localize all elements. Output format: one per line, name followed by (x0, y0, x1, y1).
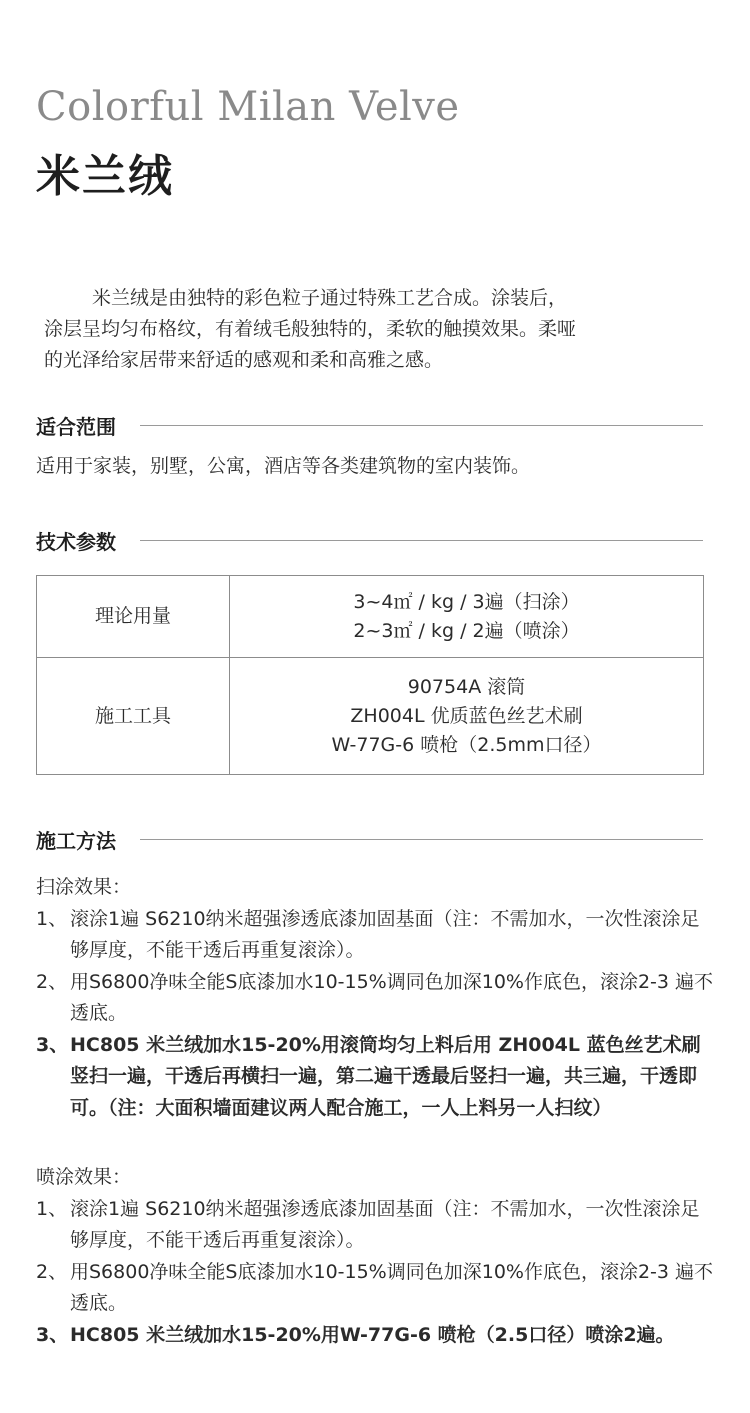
step-number: 2、 (36, 1260, 68, 1283)
tech-table (36, 575, 704, 775)
method-heading-label: 施工方法 (36, 829, 116, 853)
table-row (37, 658, 704, 775)
list-item (36, 1194, 716, 1257)
intro-paragraph: 米兰绒是由独特的彩色粒子通过特殊工艺合成。涂装后，涂层呈均匀布格纹，有着绒毛般独特的，柔软的触摸效果。柔哑的光泽给家居带来舒适的感观和柔和高雅之感。 (44, 287, 577, 371)
list-item (36, 967, 716, 1030)
list-item (36, 904, 716, 967)
scope-heading-rule (140, 425, 703, 426)
step-number: 1、 (36, 1197, 68, 1220)
spray-title: 喷涂效果： (36, 1166, 132, 1188)
method-heading (36, 825, 703, 854)
table-value-coverage (230, 576, 704, 658)
table-value-line: W-77G-6 喷枪（2.5mm口径） (331, 733, 602, 756)
step-text: HC805 米兰绒加水15-20%用W-77G-6 喷枪（2.5口径）喷涂2遍。 (70, 1323, 675, 1346)
table-value-tools (230, 658, 704, 775)
table-value-line: 2~3㎡ / kg / 2遍（喷涂） (353, 619, 580, 642)
method-heading-rule (140, 839, 703, 840)
scope-heading (36, 411, 703, 440)
tech-heading-label: 技术参数 (36, 530, 116, 554)
step-number: 2、 (36, 970, 68, 993)
table-value-line: 3~4㎡ / kg / 3遍（扫涂） (353, 590, 580, 613)
title-english: Colorful Milan Velve (36, 84, 460, 130)
step-number: 3、 (36, 1323, 69, 1346)
scope-heading-label: 适合范围 (36, 415, 116, 439)
tech-heading (36, 526, 703, 555)
list-item (36, 1257, 716, 1320)
scope-text: 适用于家装，别墅，公寓，酒店等各类建筑物的室内装饰。 (36, 455, 531, 477)
table-row (37, 576, 704, 658)
table-value-line: 90754A 滚筒 (407, 675, 526, 698)
step-number: 3、 (36, 1033, 69, 1056)
brush-steps (36, 872, 716, 1124)
step-text: 滚涂1遍 S6210纳米超强渗透底漆加固基面（注：不需加水，一次性滚涂足够厚度，不能干透后再重复滚涂）。 (70, 1197, 700, 1251)
table-key-coverage: 理论用量 (37, 576, 230, 658)
list-item (36, 1320, 716, 1352)
table-value-line: ZH004L 优质蓝色丝艺术刷 (350, 704, 583, 727)
title-chinese: 米兰绒 (36, 151, 174, 202)
list-item (36, 1030, 716, 1125)
spray-steps (36, 1162, 716, 1351)
table-key-tools: 施工工具 (37, 658, 230, 775)
step-text: 用S6800净味全能S底漆加水10-15%调同色加深10%作底色，滚涂2-3 遍不透底。 (70, 970, 714, 1024)
step-text: HC805 米兰绒加水15-20%用滚筒均匀上料后用 ZH004L 蓝色丝艺术刷竖扫一遍，干透后再横扫一遍，第二遍干透最后竖扫一遍，共三遍，干透即可。（注：大面积墙面建议两人配合施工，一人上料另一人扫纹） (70, 1033, 701, 1119)
step-text: 滚涂1遍 S6210纳米超强渗透底漆加固基面（注：不需加水，一次性滚涂足够厚度，不能干透后再重复滚涂）。 (70, 907, 700, 961)
brush-title: 扫涂效果： (36, 876, 132, 898)
tech-heading-rule (140, 540, 703, 541)
step-number: 1、 (36, 907, 68, 930)
step-text: 用S6800净味全能S底漆加水10-15%调同色加深10%作底色，滚涂2-3 遍不透底。 (70, 1260, 714, 1314)
